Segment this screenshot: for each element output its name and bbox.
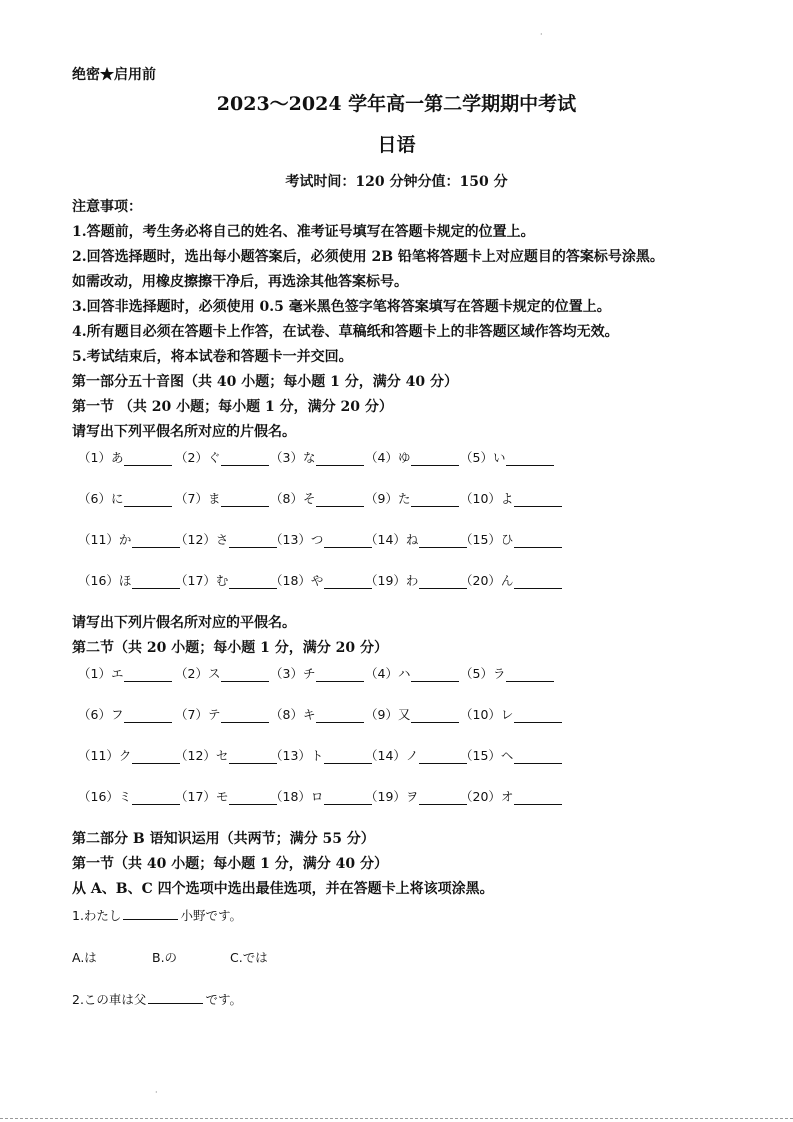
part1-section1-heading: 第一节 （共 20 小题；每小题 1 分，满分 20 分） <box>72 399 393 415</box>
katakana-item <box>365 705 459 723</box>
hiragana-item-label: （20）ん <box>460 573 514 588</box>
katakana-answer-blank <box>132 749 180 764</box>
hiragana-item <box>175 489 269 507</box>
hiragana-item-label: （9）た <box>365 491 411 506</box>
katakana-answer-blank <box>411 708 459 723</box>
question-1-suffix: 小野です。 <box>180 908 242 923</box>
hiragana-item-label: （16）ほ <box>78 573 132 588</box>
katakana-item-label: （17）モ <box>175 789 229 804</box>
hiragana-answer-blank <box>221 492 269 507</box>
hiragana-item-label: （8）そ <box>270 491 316 506</box>
hiragana-item <box>270 489 364 507</box>
hiragana-item <box>365 530 467 548</box>
katakana-item <box>175 787 277 805</box>
katakana-answer-blank <box>411 667 459 682</box>
katakana-answer-blank <box>316 708 364 723</box>
hiragana-item <box>78 448 172 466</box>
hiragana-item-label: （7）ま <box>175 491 221 506</box>
hiragana-item-label: （14）ね <box>365 532 419 547</box>
hiragana-item-label: （17）む <box>175 573 229 588</box>
katakana-answer-blank <box>514 708 562 723</box>
katakana-answer-blank <box>316 667 364 682</box>
katakana-item <box>365 664 459 682</box>
hiragana-item <box>270 530 372 548</box>
katakana-item <box>365 787 467 805</box>
hiragana-item-label: （6）に <box>78 491 124 506</box>
katakana-item <box>460 787 562 805</box>
katakana-item <box>460 746 562 764</box>
hiragana-item-label: （2）ぐ <box>175 450 221 465</box>
hiragana-item-label: （19）わ <box>365 573 419 588</box>
hiragana-answer-blank <box>514 492 562 507</box>
katakana-answer-blank <box>221 667 269 682</box>
part1-section1-instruction: 请写出下列平假名所对应的片假名。 <box>72 424 296 440</box>
hiragana-answer-blank <box>132 574 180 589</box>
part1-section2-instruction: 请写出下列片假名所对应的平假名。 <box>72 615 296 631</box>
exam-title: 2023～2024 学年高一第二学期期中考试 <box>216 93 577 115</box>
question-1-option-b: B.の <box>152 950 178 965</box>
question-1-option-c: C.では <box>230 950 268 965</box>
page-bottom-rule <box>0 1118 793 1119</box>
katakana-item-label: （13）ト <box>270 748 324 763</box>
katakana-answer-blank <box>124 708 172 723</box>
question-2-blank <box>148 991 203 1004</box>
hiragana-item-label: （12）さ <box>175 532 229 547</box>
katakana-item-label: （6）フ <box>78 707 124 722</box>
hiragana-answer-blank <box>514 533 562 548</box>
hiragana-item-label: （11）か <box>78 532 132 547</box>
hiragana-item <box>460 571 562 589</box>
katakana-item <box>78 664 172 682</box>
part2-instruction: 从 A、B、C 四个选项中选出最佳选项，并在答题卡上将该项涂黑。 <box>72 881 494 897</box>
hiragana-item-label: （15）ひ <box>460 532 514 547</box>
exam-subject: 日语 <box>377 134 416 156</box>
katakana-item-label: （10）レ <box>460 707 514 722</box>
part1-heading: 第一部分五十音图（共 40 小题；每小题 1 分，满分 40 分） <box>72 374 458 390</box>
katakana-item <box>78 705 172 723</box>
katakana-item <box>78 787 180 805</box>
hiragana-answer-blank <box>411 492 459 507</box>
hiragana-item <box>365 448 459 466</box>
katakana-item-label: （4）ハ <box>365 666 411 681</box>
note-line-2: 2.回答选择题时，选出每小题答案后，必须使用 2B 铅笔将答题卡上对应题目的答案标号涂黑。 <box>72 249 664 265</box>
katakana-item-label: （9）又 <box>365 707 411 722</box>
note-line-1: 1.答题前，考生务必将自己的姓名、准考证号填写在答题卡规定的位置上。 <box>72 224 535 240</box>
hiragana-item <box>460 489 562 507</box>
katakana-item <box>460 705 562 723</box>
hiragana-item <box>78 571 180 589</box>
hiragana-item-label: （18）や <box>270 573 324 588</box>
hiragana-item <box>78 489 172 507</box>
katakana-item-label: （12）セ <box>175 748 229 763</box>
hiragana-answer-blank <box>514 574 562 589</box>
secret-mark: 绝密★启用前 <box>72 67 156 83</box>
hiragana-item <box>270 571 372 589</box>
hiragana-item-label: （1）あ <box>78 450 124 465</box>
scan-dot: · <box>540 30 543 39</box>
katakana-item-label: （14）ノ <box>365 748 419 763</box>
katakana-answer-blank <box>514 749 562 764</box>
hiragana-answer-blank <box>506 451 554 466</box>
note-line-4: 3.回答非选择题时，必须使用 0.5 毫米黑色签字笔将答案填写在答题卡规定的位置上。 <box>72 299 611 315</box>
hiragana-item <box>365 489 459 507</box>
katakana-item <box>460 664 554 682</box>
katakana-item-label: （20）オ <box>460 789 514 804</box>
note-line-6: 5.考试结束后，将本试卷和答题卡一并交回。 <box>72 349 353 365</box>
hiragana-answer-blank <box>124 451 172 466</box>
question-2 <box>72 990 242 1008</box>
note-line-3: 如需改动，用橡皮擦擦干净后，再选涂其他答案标号。 <box>72 274 408 290</box>
katakana-item <box>78 746 180 764</box>
hiragana-item-label: （3）な <box>270 450 316 465</box>
question-2-suffix: です。 <box>205 992 242 1007</box>
katakana-item <box>175 746 277 764</box>
katakana-answer-blank <box>132 790 180 805</box>
hiragana-item <box>175 530 277 548</box>
hiragana-answer-blank <box>124 492 172 507</box>
part2-section1-heading: 第一节（共 40 小题；每小题 1 分，满分 40 分） <box>72 856 388 872</box>
hiragana-item-label: （13）つ <box>270 532 324 547</box>
katakana-item-label: （11）ク <box>78 748 132 763</box>
hiragana-item <box>175 448 269 466</box>
hiragana-item <box>270 448 364 466</box>
hiragana-answer-blank <box>411 451 459 466</box>
hiragana-item <box>78 530 180 548</box>
katakana-item <box>270 746 372 764</box>
hiragana-answer-blank <box>132 533 180 548</box>
question-1-blank <box>123 907 178 920</box>
katakana-item <box>270 705 364 723</box>
hiragana-item-label: （5）い <box>460 450 506 465</box>
question-1-prefix: 1.わたし <box>72 908 122 923</box>
hiragana-item <box>365 571 467 589</box>
hiragana-answer-blank <box>316 451 364 466</box>
exam-time-score: 考试时间：120 分钟分值：150 分 <box>285 174 508 190</box>
katakana-item-label: （5）ラ <box>460 666 506 681</box>
katakana-item-label: （19）ヲ <box>365 789 419 804</box>
question-2-prefix: 2.この車は父 <box>72 992 147 1007</box>
note-line-5: 4.所有题目必须在答题卡上作答，在试卷、草稿纸和答题卡上的非答题区域作答均无效。 <box>72 324 619 340</box>
katakana-item-label: （2）ス <box>175 666 221 681</box>
hiragana-item-label: （10）よ <box>460 491 514 506</box>
katakana-answer-blank <box>221 708 269 723</box>
katakana-answer-blank <box>124 667 172 682</box>
katakana-item-label: （15）ヘ <box>460 748 514 763</box>
katakana-item-label: （7）テ <box>175 707 221 722</box>
question-1 <box>72 906 242 924</box>
katakana-item <box>270 664 364 682</box>
katakana-item-label: （3）チ <box>270 666 316 681</box>
katakana-item <box>175 705 269 723</box>
katakana-item-label: （1）エ <box>78 666 124 681</box>
part2-heading: 第二部分 B 语知识运用（共两节；满分 55 分） <box>72 831 375 847</box>
hiragana-item <box>175 571 277 589</box>
katakana-item-label: （18）ロ <box>270 789 324 804</box>
katakana-item-label: （8）キ <box>270 707 316 722</box>
katakana-answer-blank <box>506 667 554 682</box>
hiragana-item <box>460 448 554 466</box>
katakana-item <box>270 787 372 805</box>
hiragana-item <box>460 530 562 548</box>
katakana-item <box>175 664 269 682</box>
scan-dot: · <box>155 1088 158 1097</box>
part1-section2-heading: 第二节（共 20 小题；每小题 1 分，满分 20 分） <box>72 640 388 656</box>
hiragana-answer-blank <box>221 451 269 466</box>
hiragana-item-label: （4）ゆ <box>365 450 411 465</box>
katakana-item-label: （16）ミ <box>78 789 132 804</box>
hiragana-answer-blank <box>316 492 364 507</box>
question-1-option-a: A.は <box>72 950 97 965</box>
notes-heading: 注意事项： <box>72 199 142 215</box>
katakana-item <box>365 746 467 764</box>
katakana-answer-blank <box>514 790 562 805</box>
